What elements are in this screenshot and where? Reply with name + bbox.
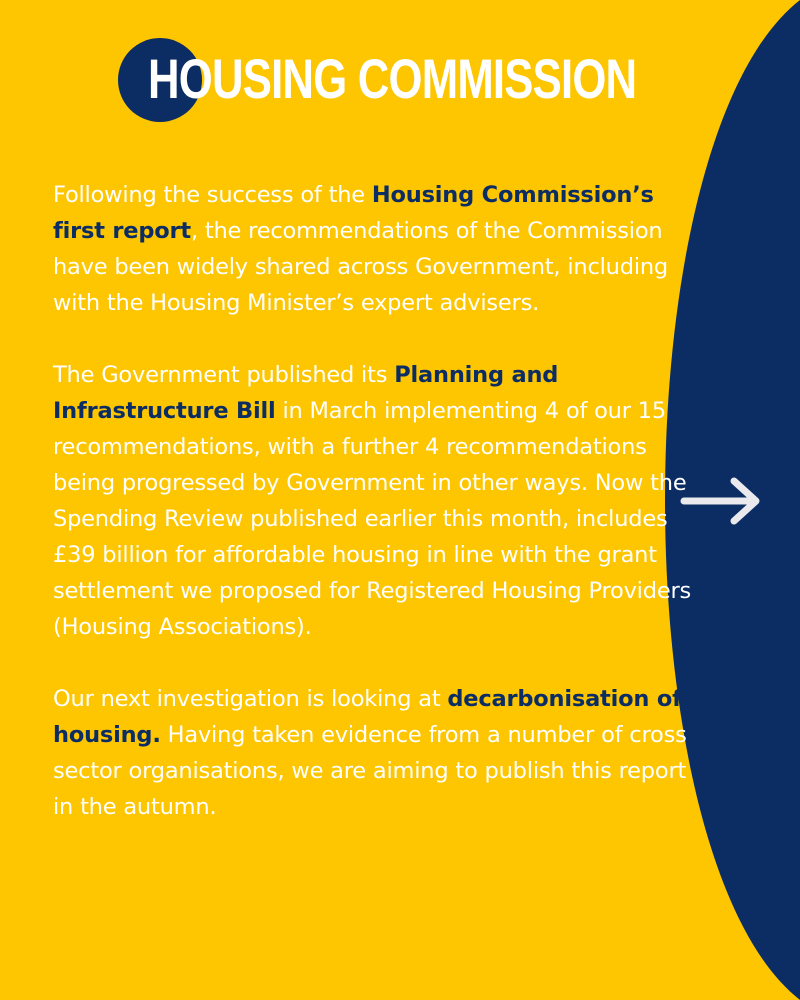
paragraph-1: [53, 177, 693, 321]
paragraph-1-run-1: Following the success of the: [53, 182, 372, 208]
paragraph-1-run-3: , the recommendations of the Commission have been widely shared across Government, including with the Housing Minister’s expert advisers.: [53, 218, 669, 316]
page-title: HOUSING COMMISSION: [148, 47, 637, 110]
paragraph-2-run-1: The Government published its: [53, 362, 395, 388]
paragraph-3-run-1: Our next investigation is looking at: [53, 686, 448, 712]
paragraph-2: [53, 357, 693, 645]
header: [0, 38, 800, 128]
arrow-right-icon[interactable]: [676, 474, 764, 528]
paragraph-2-run-3: in March implementing 4 of our 15 recommendations, with a further 4 recommendations being progressed by Government in other ways. Now the Spending Review published earlier this month, includes £39 billion for affordable housing in line with the grant settlement we proposed for Registered Housing Providers (Housing Associations).: [53, 398, 692, 640]
paragraph-3: [53, 681, 693, 825]
paragraph-3-run-3: Having taken evidence from a number of cross sector organisations, we are aiming to publish this report in the autumn.: [53, 722, 687, 820]
link-planning-bill[interactable]: Planning and Infrastructure Bill: [53, 362, 559, 424]
link-decarbonisation[interactable]: decarbonisation of housing.: [53, 686, 682, 748]
link-first-report[interactable]: Housing Commission’s first report: [53, 182, 654, 244]
body-text: [53, 177, 693, 825]
